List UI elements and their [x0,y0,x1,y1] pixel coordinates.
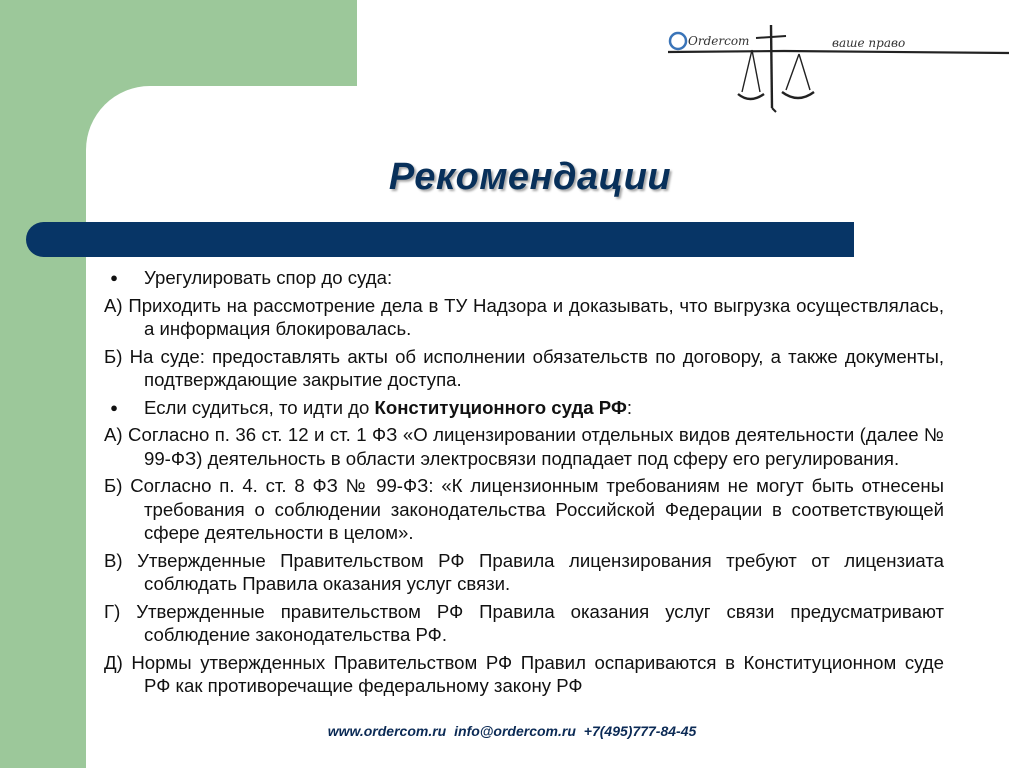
logo-left-pan [738,94,764,99]
bullet-dot-icon: ● [110,270,118,285]
bullet-item [104,266,944,290]
logo-brand-text: Ordercom [688,34,750,48]
bullet-item [104,396,944,420]
footer-phone: +7(495)777-84-45 [583,723,697,739]
title-underline-bar [26,222,854,257]
bullet-text: : [626,396,632,418]
bullet-bold-text: Конституционного суда РФ [374,396,627,418]
paragraph-item: А) Согласно п. 36 ст. 12 и ст. 1 ФЗ «О лицензировании отдельных видов деятельности (далее № 99-ФЗ) деятельность в области электросвязи подпадает под сферу его регулирования. [104,424,944,469]
slide-content [104,266,944,702]
ordercom-scales-logo [664,20,1014,120]
paragraph-item: Б) Согласно п. 4. ст. 8 ФЗ № 99-ФЗ: «К лицензионным требованиям не могут быть отнесены требования о соблюдении законодательства Российской Федерации в соответствующей сфере деятельности в целом». [104,475,944,543]
logo-beam [668,51,1009,53]
bullet-text: Если судиться, то идти до [144,396,375,418]
slide-title: Рекомендации [388,156,672,198]
paragraph-item: В) Утвержденные Правительством РФ Правила лицензирования требуют от лицензиата соблюдать Правила оказания услуг связи. [104,549,944,594]
footer-email-link[interactable]: info@ordercom.ru [454,723,576,739]
paragraph-item: Г) Утвержденные правительством РФ Правила оказания услуг связи предусматривают соблюдение законодательства РФ. [104,600,944,645]
logo-right-pan [782,92,814,98]
footer-contacts [0,723,1024,739]
bullet-dot-icon: ● [110,399,118,415]
logo-tagline: ваше право [832,36,906,50]
paragraph-item: А) Приходить на рассмотрение дела в ТУ Надзора и доказывать, что выгрузка осуществлялась, а информация блокировалась. [104,294,944,339]
bullet-text: Урегулировать спор до суда: [144,267,393,288]
footer-website-link[interactable]: www.ordercom.ru [327,723,447,739]
paragraph-item: Б) На суде: предоставлять акты об исполнении обязательств по договору, а также документы, подтверждающие закрытие доступа. [104,345,944,390]
paragraph-item: Д) Нормы утвержденных Правительством РФ Правил оспариваются в Конституционном суде РФ как противоречащие федеральному закону РФ [104,651,944,696]
logo-o-circle [670,33,686,49]
